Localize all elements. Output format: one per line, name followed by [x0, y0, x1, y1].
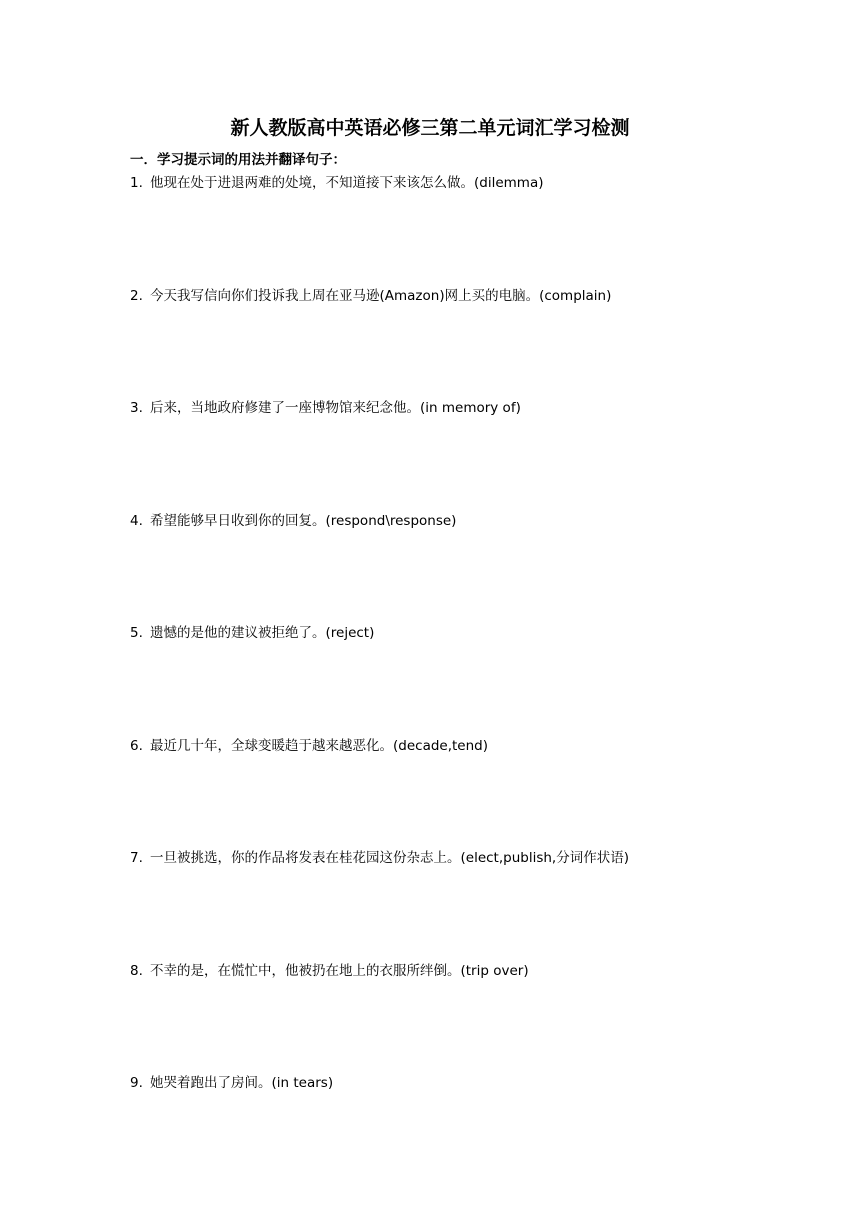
question-text: 希望能够早日收到你的回复。(respond\response): [150, 513, 457, 529]
question-number: 8.: [130, 963, 143, 979]
question-text: 一旦被挑选，你的作品将发表在桂花园这份杂志上。(elect,publish,分词作状语): [150, 850, 629, 866]
question-text: 后来，当地政府修建了一座博物馆来纪念他。(in memory of): [150, 400, 521, 416]
question-text: 他现在处于进退两难的处境，不知道接下来该怎么做。(dilemma): [150, 175, 544, 191]
question-number: 7.: [130, 850, 143, 866]
question-3: [130, 398, 521, 418]
question-number: 9.: [130, 1075, 143, 1091]
question-2: [130, 286, 611, 306]
question-8: [130, 961, 529, 981]
question-number: 1.: [130, 175, 143, 191]
question-5: [130, 623, 374, 643]
question-1: [130, 173, 543, 193]
question-number: 3.: [130, 400, 143, 416]
question-number: 5.: [130, 625, 143, 641]
question-4: [130, 511, 456, 531]
question-text: 不幸的是，在慌忙中，他被扔在地上的衣服所绊倒。(trip over): [150, 963, 529, 979]
question-text: 她哭着跑出了房间。(in tears): [150, 1075, 334, 1091]
question-number: 4.: [130, 513, 143, 529]
question-text: 今天我写信向你们投诉我上周在亚马逊(Amazon)网上买的电脑。(complain): [150, 288, 612, 304]
section-heading: 一．学习提示词的用法并翻译句子：: [130, 152, 346, 168]
question-9: [130, 1073, 333, 1093]
question-number: 2.: [130, 288, 143, 304]
question-text: 遗憾的是他的建议被拒绝了。(reject): [150, 625, 375, 641]
document-title: 新人教版高中英语必修三第二单元词汇学习检测: [230, 117, 630, 139]
question-6: [130, 736, 488, 756]
question-number: 6.: [130, 738, 143, 754]
question-7: [130, 848, 629, 868]
question-text: 最近几十年，全球变暖趋于越来越恶化。(decade,tend): [150, 738, 488, 754]
